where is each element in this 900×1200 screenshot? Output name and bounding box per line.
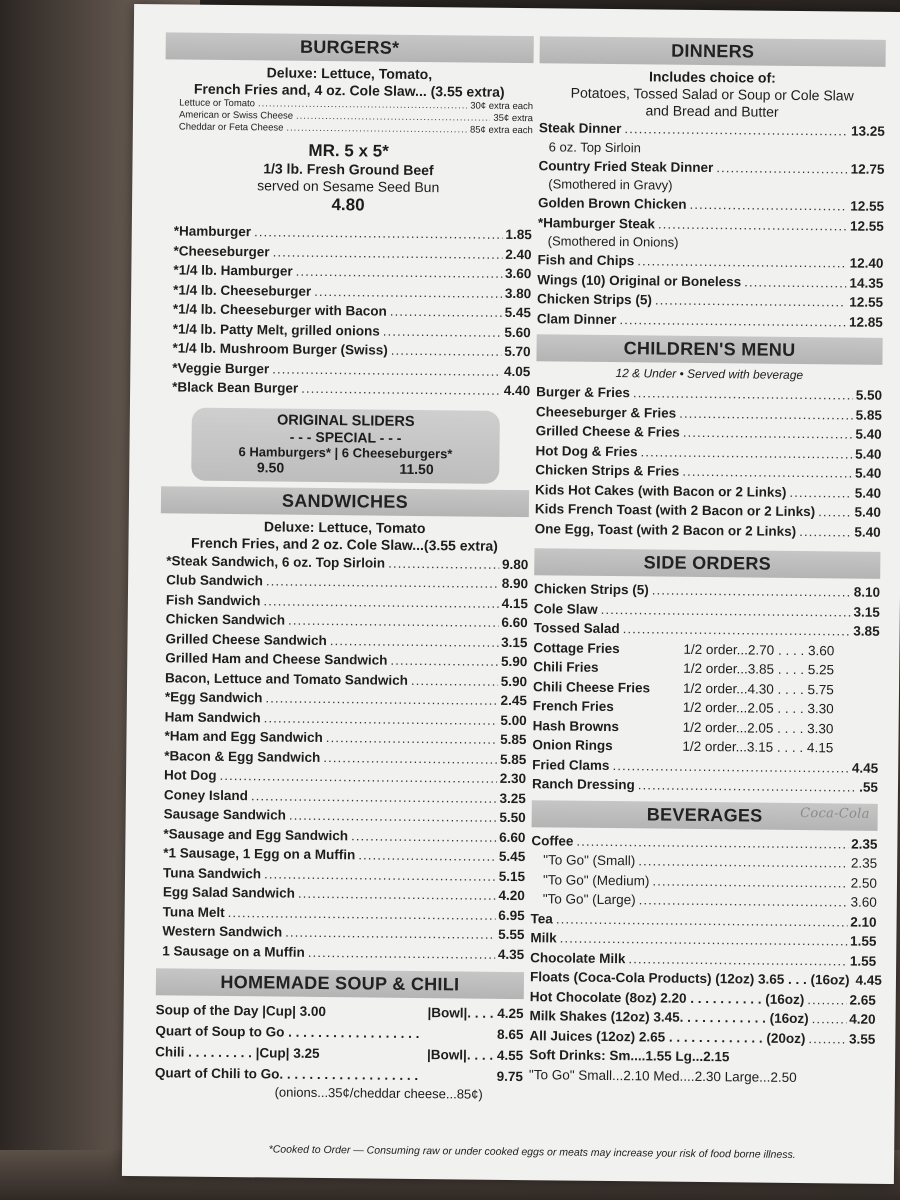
item-price: 5.70 [504,343,531,360]
item-name: Cole Slaw [533,600,598,617]
sides-header: SIDE ORDERS [534,548,880,579]
leader-dots [383,321,502,342]
item-price: 8.90 [501,575,529,592]
item-name: *Hamburger Steak [537,214,656,231]
leader-dots [679,403,853,424]
leader-dots [289,806,497,828]
menu-page [122,4,900,1184]
item-name: Cheeseburger & Fries [535,403,677,421]
leader-dots [263,591,498,613]
item-name: Steak Dinner [538,120,622,137]
coca-cola-logo: Coca-Cola [800,805,870,822]
item-price: 9.80 [501,556,529,572]
leader-dots [658,214,847,235]
item-price: 5.40 [855,446,882,462]
item-name: Tuna Sandwich [162,864,262,881]
item-price: 4.05 [503,363,531,379]
sandwich-item [162,941,524,964]
sandwich-item [164,746,526,769]
item-name: Milk [530,930,557,946]
item-name: Wings (10) Original or Boneless [537,271,742,289]
soup-header: HOMEMADE SOUP & CHILI [156,968,524,999]
item-price: 4.45 [855,972,882,988]
item-name: Grilled Cheese Sandwich [165,630,327,648]
item-name: "To Go" (Small) [543,852,636,869]
item-price: 5.85 [499,751,527,767]
sliders-price-hamburgers: 9.50 [256,458,285,476]
item-price: 12.85 [848,313,883,330]
leader-dots [358,845,496,866]
item-price: 5.45 [498,848,526,865]
leader-dots [812,1009,847,1029]
leader-dots [308,942,495,963]
item-price: .55 [859,779,879,795]
item-price: 2.35 [851,836,878,852]
item-name: Chicken Strips & Fries [535,462,680,479]
item-price: 3.60 [504,265,532,282]
item-price: 5.55 [498,926,525,943]
dinners-header: DINNERS [540,36,886,67]
item-price: 3.15 [501,634,528,650]
leader-dots [285,923,495,945]
leader-dots [682,462,852,483]
footer-disclaimer: *Cooked to Order — Consuming raw or under cooked eggs or meats may increase your risk of food borne illness. [268,1143,796,1161]
item-price: 5.45 [504,304,532,321]
leader-dots [296,262,503,284]
item-price: 2.40 [505,246,532,262]
item-name: Clam Dinner [536,310,617,327]
leader-dots [326,728,498,749]
dinner-list [537,118,885,332]
item-name: Club Sandwich [166,572,263,589]
item-price: 8.10 [853,584,881,600]
item-name: *Hamburger [173,223,252,240]
item-name: Milk Shakes (12oz) 3.45. . . . . . . . . . . . (16oz) [529,1008,809,1027]
special-price: 4.80 [331,195,365,215]
leader-dots [638,775,857,797]
item-name: Tea [530,910,553,926]
side-item-half-price: 1/2 order...2.05 . . . . 3.30 [682,699,834,717]
children-list [535,382,883,542]
item-name: Fish Sandwich [165,591,261,608]
sides-list [532,579,880,797]
side-item-name: Chili Cheese Fries [532,678,651,695]
item-price: 1.55 [850,933,877,949]
side-item-name: Chili Fries [533,659,599,675]
leader-dots [683,423,853,444]
item-name: Grilled Cheese & Fries [535,423,680,440]
item-name: Sausage Sandwich [163,806,287,823]
leader-dots [789,482,852,502]
leader-dots [744,272,846,293]
leader-dots [272,359,501,381]
dinners-includes-line2: and Bread and Butter [645,102,779,120]
beverages-header [532,800,878,831]
item-price: 4.45 [851,760,879,776]
item-price: 2.45 [500,692,527,709]
item-price: 3.15 [853,604,880,620]
item-name: *1 Sausage, 1 Egg on a Muffin [163,845,356,863]
soup-item-name: Soup of the Day |Cup| 3.00 [155,1002,327,1020]
addon-name: Lettuce or Tomato [179,97,256,110]
item-name: Fried Clams [532,756,610,773]
item-price: 5.40 [855,426,882,442]
item-name: *Egg Sandwich [164,689,263,706]
burgers-deluxe-line1: Deluxe: Lettuce, Tomato, [266,64,433,83]
leader-dots [330,631,499,652]
item-price: 5.50 [499,809,526,826]
sliders-desc: 6 Hamburgers* | 6 Cheeseburgers* [238,443,453,461]
leader-dots [716,158,848,179]
dinners-includes-line1: Potatoes, Tossed Salad or Soup or Cole Slaw [570,84,854,104]
side-item [532,774,878,797]
item-name: Chicken Sandwich [165,611,286,628]
item-price: 5.50 [855,387,883,403]
soup-item-name: Quart of Chili to Go. . . . . . . . . . . . . . . . . . . [154,1065,419,1084]
dinner-item-note: 6 oz. Top Sirloin [548,138,642,155]
leader-dots [314,281,502,302]
leader-dots [624,119,848,141]
leader-dots [601,599,851,621]
item-name: Grilled Ham and Cheese Sandwich [165,650,388,668]
item-name: "To Go" (Large) [542,891,636,908]
leader-dots [612,756,849,778]
leader-dots [623,619,851,641]
leader-dots [639,890,848,912]
item-name: Hot Chocolate (8oz) 2.20 . . . . . . . . . . (16oz) [529,988,805,1007]
item-name: Country Fried Steak Dinner [538,157,714,175]
beverages-title: BEVERAGES [646,803,763,826]
leader-dots [390,302,502,323]
item-name: *1/4 lb. Cheeseburger with Bacon [172,301,387,319]
item-price: 2.65 [849,992,876,1008]
burger-addons [165,97,533,137]
leader-dots [254,222,503,244]
item-name: Golden Brown Chicken [538,195,687,212]
side-item-half-price: 1/2 order...3.85 . . . . 5.25 [683,660,835,678]
leader-dots [619,310,846,332]
item-name: *Ham and Egg Sandwich [164,728,323,746]
sliders-title: ORIGINAL SLIDERS [276,412,415,430]
addon-price: 30¢ extra each [470,100,534,113]
leader-dots [323,748,497,769]
item-price: 12.55 [850,198,885,214]
item-price: 6.95 [498,907,525,923]
leader-dots [818,502,852,522]
leader-dots [265,688,497,710]
side-item-half-price: 1/2 order...2.05 . . . . 3.30 [682,719,834,736]
special-name: MR. 5 x 5* [308,140,389,161]
addon-price: 85¢ extra each [469,124,533,137]
leader-dots [286,123,467,137]
leader-dots [251,786,497,808]
item-name: One Egg, Toast (with 2 Bacon or 2 Links) [534,520,797,539]
item-name: Kids French Toast (with 2 Bacon or 2 Links) [534,501,816,520]
item-name: Bacon, Lettuce and Tomato Sandwich [165,669,408,688]
item-name: *Black Bean Burger [172,379,299,396]
leader-dots [351,826,496,847]
burgers-header: BURGERS* [166,32,534,63]
side-item-half-price: 1/2 order...3.15 . . . . 4.15 [682,738,834,756]
leader-dots [388,553,499,574]
left-column [155,26,534,1102]
item-price: 6.60 [501,614,528,631]
sandwich-list [156,551,528,964]
item-name: "To Go" (Medium) [542,871,650,888]
item-price: 3.85 [853,623,880,639]
item-price: 5.85 [500,731,527,748]
item-name: *1/4 lb. Hamburger [173,262,293,279]
item-name: Ranch Dressing [531,776,635,793]
kids-item [535,519,881,542]
sliders-prices [199,458,491,477]
leader-dots [298,884,496,906]
addon-name: Cheddar or Feta Cheese [178,121,284,134]
leader-dots [411,670,498,690]
item-price: 4.20 [498,887,525,904]
sandwiches-header: SANDWICHES [161,486,529,517]
item-price: 4.20 [849,1011,876,1027]
item-price: 6.60 [499,829,526,845]
item-name: Floats (Coca-Cola Products) (12oz) 3.65 . . . (16oz) [529,969,850,988]
side-item-half-price: 1/2 order...2.70 . . . . 3.60 [683,641,835,658]
item-name: Chicken Strips (5) [533,581,649,598]
item-price: 13.25 [850,123,885,139]
item-name: *Bacon & Egg Sandwich [164,747,321,765]
leader-dots [640,442,852,464]
side-item-name: French Fries [532,698,614,715]
leader-dots [391,341,502,362]
item-name: Chicken Strips (5) [537,291,652,308]
addon-price: 35¢ extra [493,112,534,125]
item-price: 14.35 [849,274,884,291]
leader-dots [288,611,499,633]
item-price: 5.60 [504,324,531,340]
item-price: 5.40 [854,524,881,540]
item-price: 1.85 [505,226,532,243]
item-name: Kids Hot Cakes (with Bacon or 2 Links) [535,481,787,500]
soup-item-price: 8.65 [497,1026,524,1043]
item-price: 5.15 [498,868,526,884]
leader-dots [301,379,501,401]
item-price: 4.35 [497,946,525,962]
item-price: 5.40 [854,485,882,501]
item-price: 5.85 [855,407,882,423]
item-price: 3.25 [499,790,526,806]
item-price: 2.30 [499,770,527,787]
sliders-special: - - - SPECIAL - - - [289,428,402,446]
item-name: Coffee [531,832,574,849]
item-price: 5.90 [500,673,528,689]
soup-item-name: Quart of Soup to Go . . . . . . . . . . . . . . . . . . [155,1023,420,1042]
item-name: *Cheeseburger [173,242,270,259]
item-name: Tossed Salad [533,620,620,637]
item-price: 5.40 [854,465,882,481]
children-note: 12 & Under • Served with beverage [615,366,804,383]
side-item-name: Onion Rings [532,737,613,754]
soup-item [155,1062,523,1087]
item-price: 5.90 [500,653,528,670]
item-name: Tuna Melt [162,903,225,920]
burger-item [172,377,530,400]
item-price: 5.40 [854,504,881,520]
item-name: Hot Dog [164,767,217,783]
item-name: Burger & Fries [536,384,630,401]
burger-list [162,221,532,400]
side-item-name: Cottage Fries [533,639,620,656]
addon-row [165,121,533,137]
side-item-half-price: 1/2 order...4.30 . . . . 5.75 [682,680,834,697]
item-name: *Steak Sandwich, 6 oz. Top Sirloin [166,552,386,571]
children-header: CHILDREN'S MENU [536,334,882,365]
sliders-price-cheeseburgers: 11.50 [399,460,434,477]
dinners-includes-label: Includes choice of: [648,68,776,86]
item-name: All Juices (12oz) 2.65 . . . . . . . . . . . . . (20oz) [529,1027,806,1046]
soup-extras: (onions...35¢/cheddar cheese...85¢) [274,1084,483,1102]
addon-name: American or Swiss Cheese [178,109,294,122]
item-price: 4.15 [501,595,528,611]
item-price: 3.80 [504,285,532,301]
special-desc2: served on Sesame Seed Bun [257,177,440,196]
leader-dots [807,990,846,1010]
item-price: 3.60 [850,894,877,910]
soup-item-price: |Bowl|. . . . 4.55 [426,1047,524,1064]
leader-dots [264,708,498,730]
burgers-deluxe-line2: French Fries and, 4 oz. Cole Slaw... (3.55 extra) [193,80,505,100]
leader-dots [628,949,847,971]
item-name: Coney Island [163,786,248,803]
item-name: Western Sandwich [162,923,283,940]
item-price: 1.55 [849,953,877,969]
to-go-line: "To Go" Small...2.10 Med....2.30 Large...2.50 [528,1066,797,1085]
leader-dots [637,251,847,273]
item-name: *1/4 lb. Mushroom Burger (Swiss) [172,340,388,358]
sandwiches-deluxe-line1: Deluxe: Lettuce, Tomato [263,517,426,536]
leader-dots [655,290,847,312]
soft-drinks-line: Soft Drinks: Sm....1.55 Lg...2.15 [529,1047,730,1065]
leader-dots [652,580,851,602]
item-name: *1/4 lb. Cheeseburger [173,281,312,299]
item-price: 2.50 [850,875,878,891]
item-name: Egg Salad Sandwich [162,884,295,901]
item-price: 2.35 [850,855,878,871]
item-price: 3.55 [849,1031,876,1047]
item-price: 12.55 [849,294,884,310]
item-price: 2.10 [850,914,877,930]
soup-item-price: 9.75 [496,1068,524,1085]
item-name: Fish and Chips [537,252,635,269]
item-name: Hot Dog & Fries [535,442,638,459]
item-name: Chocolate Milk [530,949,626,966]
leader-dots [808,1029,846,1049]
item-name: *1/4 lb. Patty Melt, grilled onions [172,320,380,339]
dinner-item [537,309,883,332]
leader-dots [799,521,851,541]
dinner-item-note: (Smothered in Onions) [547,233,679,250]
dinner-item-note: (Smothered in Gravy) [548,176,673,193]
leader-dots [264,864,496,886]
leader-dots [690,195,848,216]
item-name: Ham Sandwich [164,708,261,725]
soup-item-name: Chili . . . . . . . . . |Cup| 3.25 [155,1044,320,1061]
item-price: 4.40 [503,382,531,399]
item-name: 1 Sausage on a Muffin [162,942,305,960]
sliders-box [191,407,500,483]
sandwiches-deluxe-line2: French Fries, and 2 oz. Cole Slaw...(3.55 extra) [191,534,498,554]
item-price: 12.40 [849,255,884,271]
leader-dots [266,571,499,593]
leader-dots [390,651,498,672]
right-column [529,30,886,1088]
item-price: 12.55 [850,217,884,234]
leader-dots [273,242,503,264]
item-name: *Veggie Burger [172,359,270,376]
leader-dots [652,871,848,893]
item-name: *Sausage and Egg Sandwich [163,825,349,843]
item-price: 5.00 [500,712,527,728]
side-item-name: Hash Browns [532,717,619,734]
leader-dots [633,383,853,405]
item-price: 12.75 [850,161,885,177]
soup-list [155,999,524,1087]
leader-dots [638,851,848,873]
beverages-list [529,831,882,1049]
special-desc1: 1/3 lb. Fresh Ground Beef [263,160,434,179]
soup-item-price: |Bowl|. . . . 4.25 [427,1005,524,1022]
